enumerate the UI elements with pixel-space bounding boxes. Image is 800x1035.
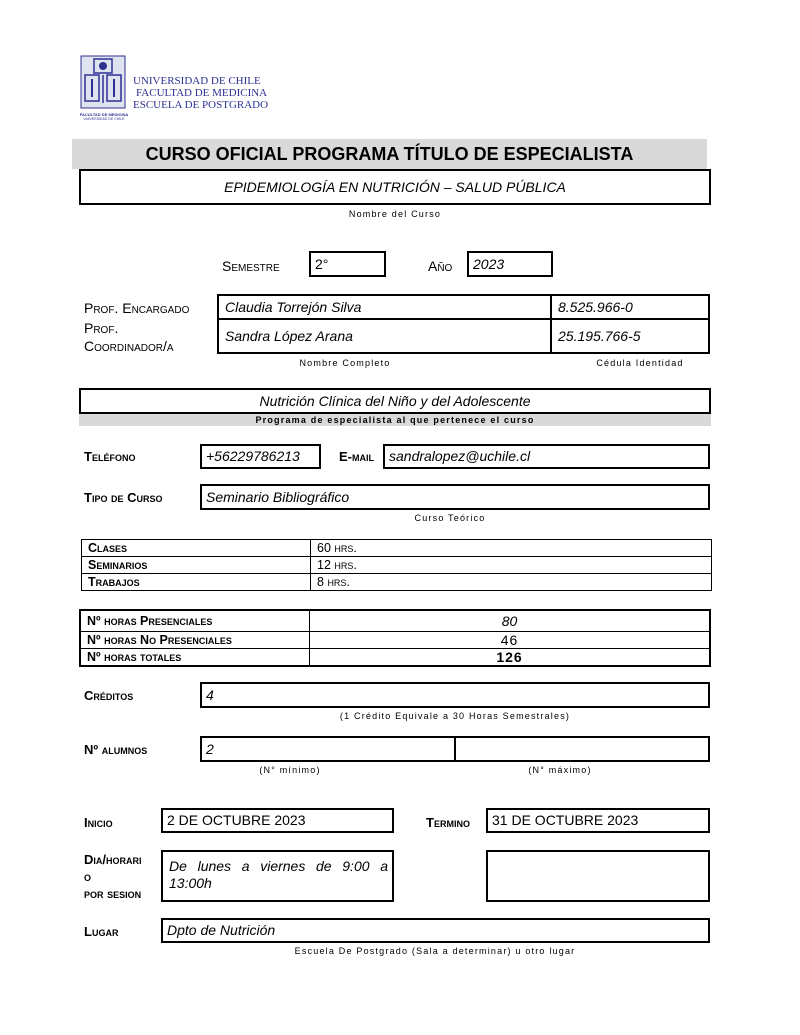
encargado-name[interactable]: Claudia Torrejón Silva <box>225 299 362 315</box>
hours-value: 12 <box>317 558 331 572</box>
phone-field[interactable] <box>200 444 321 469</box>
hours-value: 8 <box>317 575 324 589</box>
hours-unit: hrs. <box>334 558 357 572</box>
course-type-caption: Curso Teórico <box>414 513 486 523</box>
encargado-id[interactable]: 8.525.966-0 <box>558 299 633 315</box>
coordinador-id[interactable]: 25.195.766-5 <box>558 328 641 344</box>
year-label: Año <box>428 258 453 274</box>
schedule-label-3: por sesion <box>84 886 142 901</box>
page-title: CURSO OFICIAL PROGRAMA TÍTULO DE ESPECIALISTA <box>72 139 707 169</box>
students-max-caption: (N° máximo) <box>528 765 592 775</box>
course-name-field[interactable] <box>79 169 711 205</box>
place-caption: Escuela De Postgrado (Sala a determinar) u otro lugar <box>294 946 576 956</box>
students-min-value[interactable]: 2 <box>206 741 214 757</box>
hours-unit: hrs. <box>327 575 350 589</box>
program-caption: Programa de especialista al que pertenece el curso <box>255 415 535 425</box>
hours-label: Trabajos <box>82 574 311 591</box>
staff-name-caption: Nombre Completo <box>299 358 391 368</box>
logo-caption-1: FACULTAD DE MEDICINA <box>79 112 129 117</box>
totals-label: Nº horas No Presenciales <box>80 632 310 649</box>
semester-field[interactable] <box>309 251 386 277</box>
end-field[interactable] <box>486 808 710 833</box>
logo-caption-2: UNIVERSIDAD DE CHILE <box>83 117 125 121</box>
totals-table <box>79 609 711 667</box>
hours-unit: hrs. <box>334 541 357 555</box>
totals-label: Nº horas totales <box>80 649 310 667</box>
end-value: 31 DE OCTUBRE 2023 <box>492 812 639 828</box>
course-type-value: Seminario Bibliográfico <box>206 489 350 505</box>
email-label: E-mail <box>339 449 374 464</box>
totals-value[interactable]: 80 <box>310 610 711 632</box>
schedule-field[interactable] <box>161 850 394 902</box>
hours-table <box>81 539 712 591</box>
table-row <box>82 574 712 591</box>
schedule-label-1: Dia/horari <box>84 852 142 867</box>
schedule-label-2: o <box>84 869 92 884</box>
totals-label: Nº horas Presenciales <box>80 610 310 632</box>
students-divider <box>454 738 456 760</box>
program-value: Nutrición Clínica del Niño y del Adolescente <box>259 393 531 409</box>
totals-value[interactable]: 126 <box>310 649 711 667</box>
staff-id-caption: Cédula Identidad <box>596 358 684 368</box>
place-field[interactable] <box>161 918 710 943</box>
schedule-value: De lunes a viernes de 9:00 a 13:00h <box>169 858 388 891</box>
end-label: Termino <box>426 815 470 830</box>
table-row <box>80 632 710 649</box>
university-name: UNIVERSIDAD DE CHILE <box>133 75 261 87</box>
course-type-field[interactable] <box>200 484 710 510</box>
encargado-label: Prof. Encargado <box>84 300 190 316</box>
coordinador-label-2: Coordinador/a <box>84 338 174 354</box>
credits-field[interactable] <box>200 682 710 708</box>
hours-cell[interactable] <box>311 540 712 557</box>
table-row <box>80 610 710 632</box>
hours-label: Seminarios <box>82 557 311 574</box>
coordinador-label-1: Prof. <box>84 320 119 336</box>
email-field[interactable] <box>383 444 710 469</box>
table-row <box>82 540 712 557</box>
start-field[interactable] <box>161 808 394 833</box>
credits-value: 4 <box>206 687 214 703</box>
credits-label: Créditos <box>84 688 134 703</box>
course-name: EPIDEMIOLOGÍA EN NUTRICIÓN – SALUD PÚBLICA <box>224 179 566 195</box>
program-field[interactable] <box>79 388 711 414</box>
students-label: Nº alumnos <box>84 742 148 757</box>
table-row <box>80 649 710 667</box>
faculty-name: FACULTAD DE MEDICINA <box>136 87 268 99</box>
course-type-label: Tipo de Curso <box>84 490 163 505</box>
staff-table <box>217 294 710 354</box>
hours-label: Clases <box>82 540 311 557</box>
coordinador-name[interactable]: Sandra López Arana <box>225 328 353 344</box>
credits-caption: (1 Crédito Equivale a 30 Horas Semestrales) <box>339 711 571 721</box>
totals-value[interactable]: 46 <box>310 632 711 649</box>
email-value: sandralopez@uchile.cl <box>389 448 531 464</box>
semester-value: 2° <box>315 256 329 272</box>
start-value: 2 DE OCTUBRE 2023 <box>167 812 306 828</box>
start-label: Inicio <box>84 815 113 830</box>
semester-label: Semestre <box>222 258 280 274</box>
students-min-caption: (N° mínimo) <box>259 765 321 775</box>
place-value: Dpto de Nutrición <box>167 922 276 938</box>
table-row <box>82 557 712 574</box>
students-field <box>200 736 710 762</box>
phone-label: Teléfono <box>84 449 136 464</box>
course-name-caption: Nombre del Curso <box>348 209 442 219</box>
place-label: Lugar <box>84 924 119 939</box>
phone-value: +56229786213 <box>206 448 300 464</box>
school-name: ESCUELA DE POSTGRADO <box>133 99 269 111</box>
year-field[interactable] <box>467 251 553 277</box>
hours-cell[interactable] <box>311 557 712 574</box>
hours-cell[interactable] <box>311 574 712 591</box>
hours-value: 60 <box>317 541 331 555</box>
staff-row-divider <box>219 318 708 320</box>
schedule-second-field[interactable] <box>486 850 710 902</box>
year-value: 2023 <box>473 256 505 272</box>
staff-col-divider <box>550 296 552 352</box>
